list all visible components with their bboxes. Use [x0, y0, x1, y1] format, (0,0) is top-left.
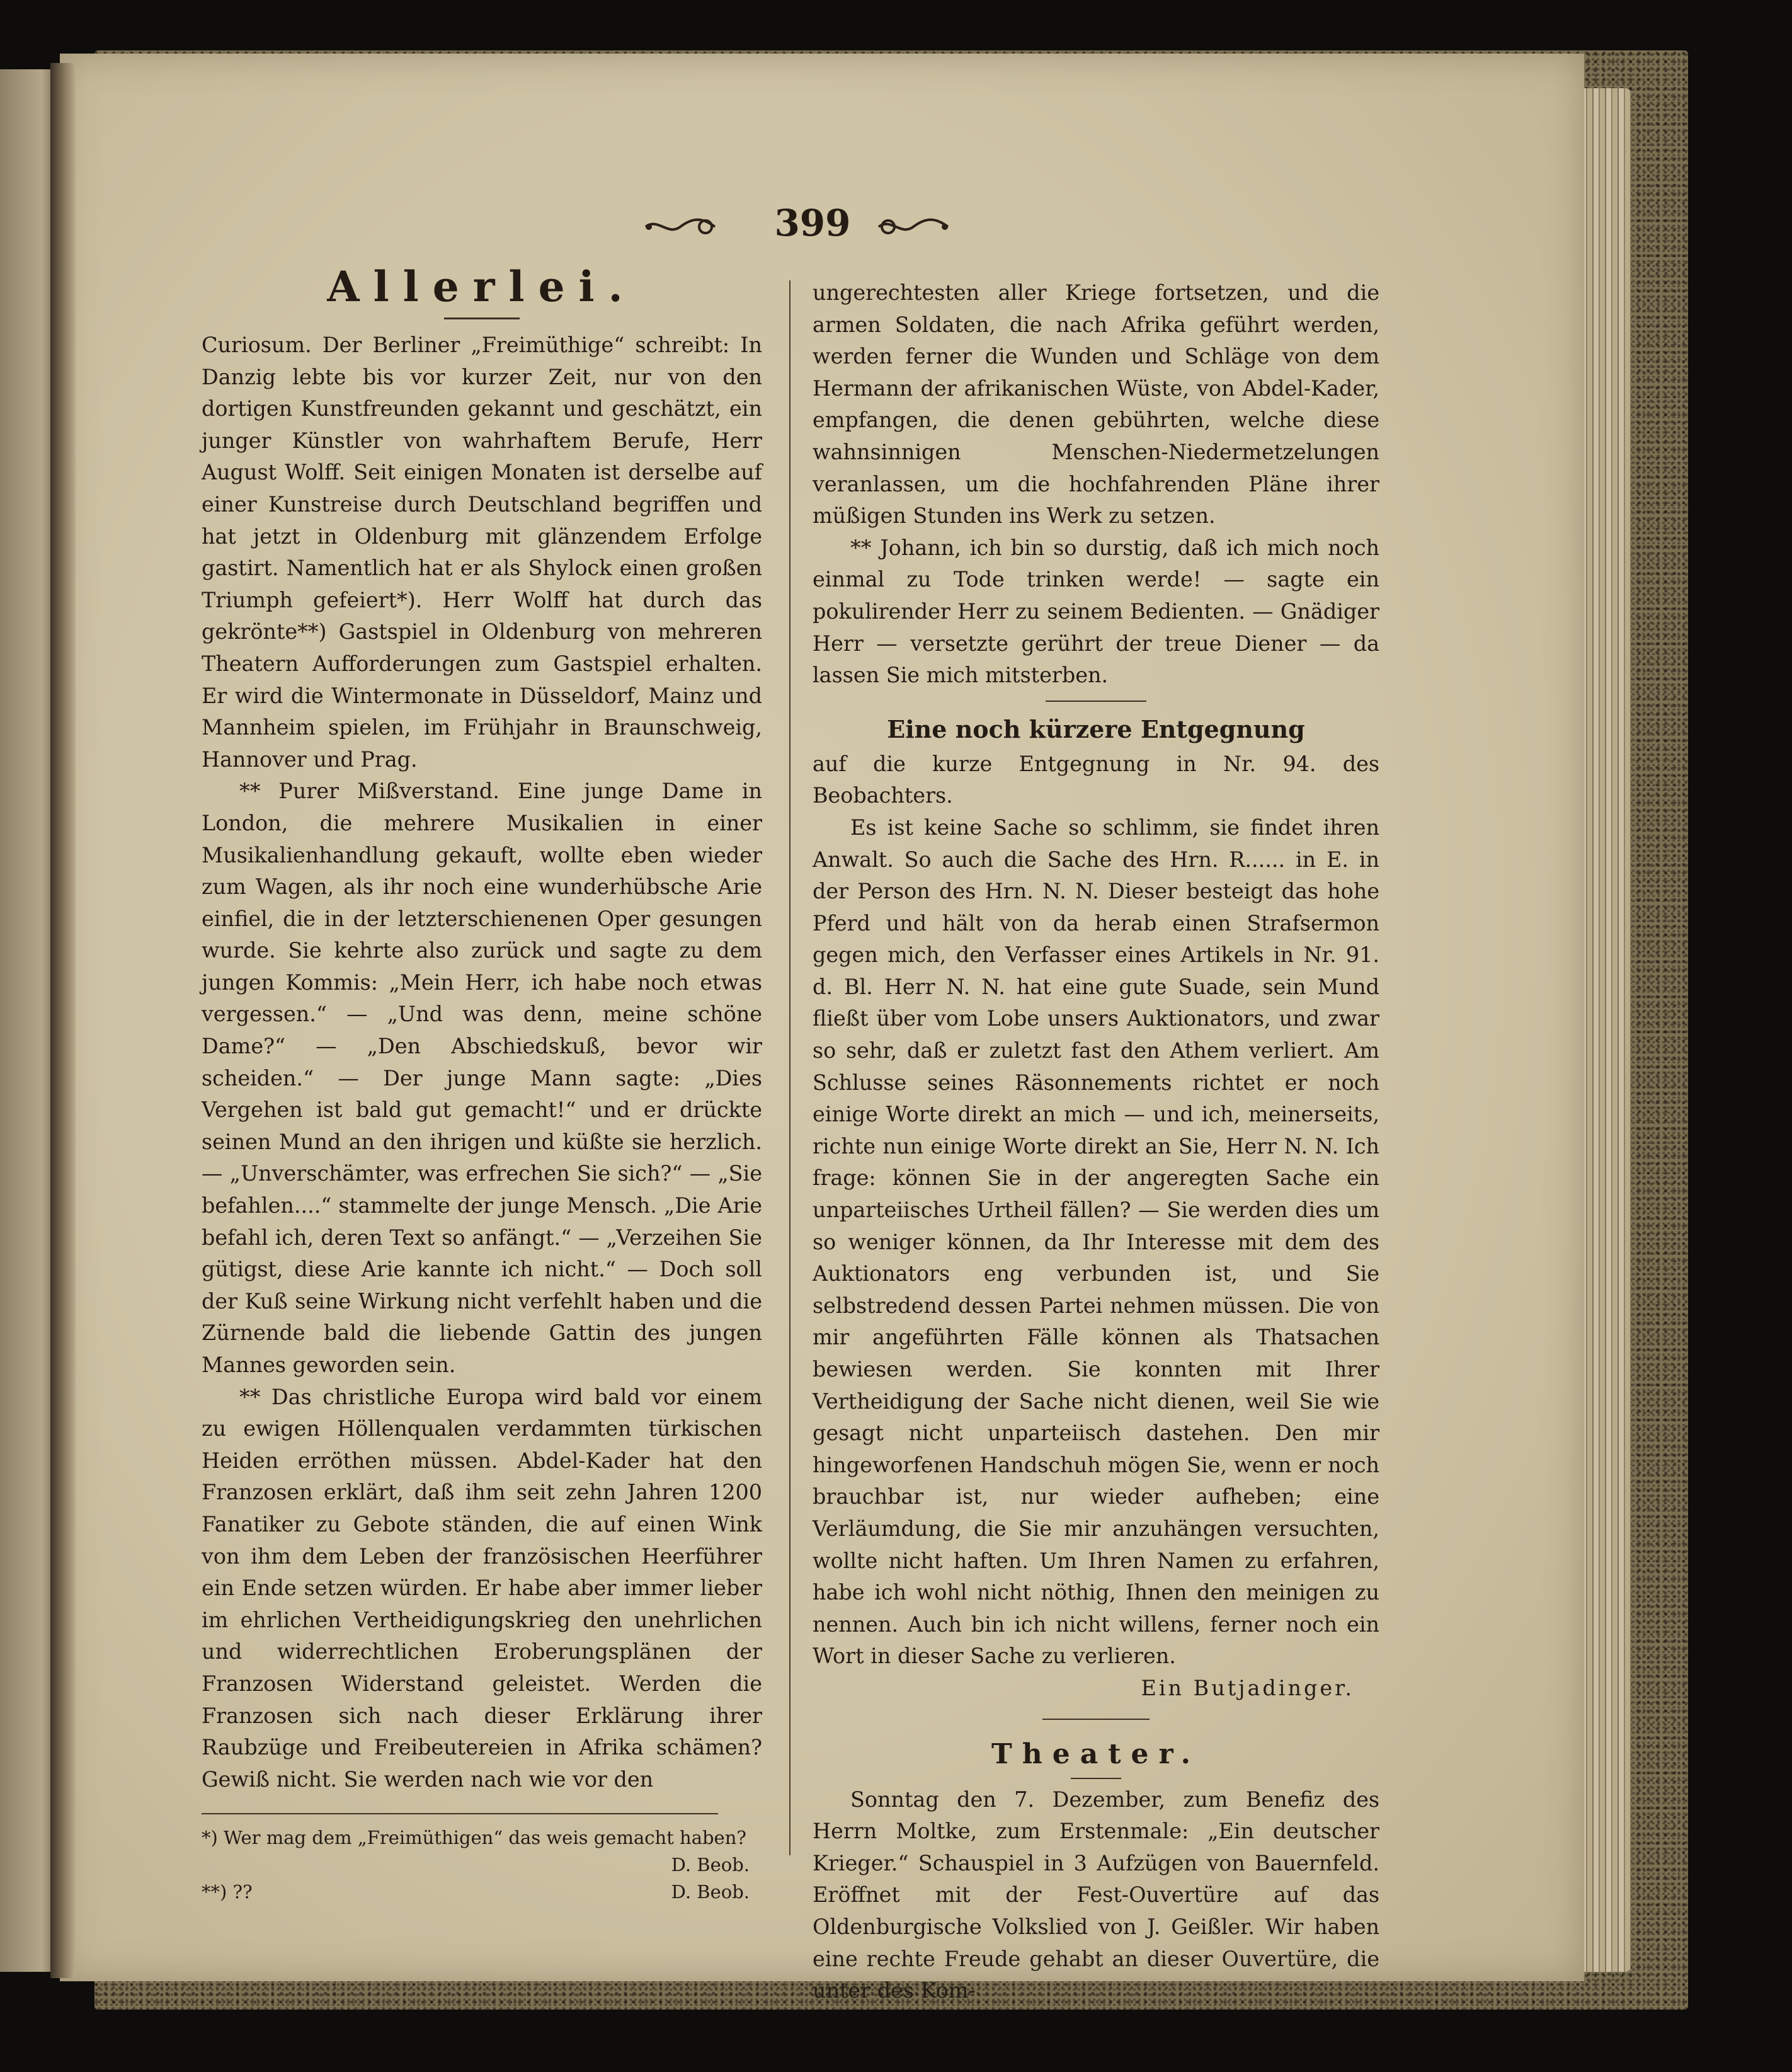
- heading-rule: [1071, 1778, 1121, 1779]
- article-paragraph: Sonntag den 7. Dezember, zum Benefiz des Herrn Moltke, zum Erstenmale: „Ein deutscher Krieger.“ Schauspiel in 3 Aufzügen von Bauernfeld. Eröffnet mit der Fest-Ouvertüre auf das Oldenburgische Volkslied von J. Geißler. Wir haben eine rechte Freude gehabt an dieser Ouvertüre, die unter des Kom-: [813, 1787, 1379, 2003]
- section-heading-theater: Theater.: [991, 1737, 1201, 1770]
- article-paragraph: ** Johann, ich bin so durstig, daß ich mich noch einmal zu Tode trinken werde! — sagte ein pokulirender Herr zu seinem Bedienten. — Gnädiger Herr — versetzte gerührt der treue Diener — da lassen Sie mich mitsterben.: [813, 535, 1379, 688]
- footnote: [202, 1824, 762, 1852]
- section-rule: [1046, 701, 1146, 702]
- ornament-left-icon: [642, 211, 718, 243]
- right-column: [813, 277, 1379, 2007]
- footnote-source-row: [202, 1852, 762, 1879]
- footnote: [202, 1879, 762, 1906]
- signature: Ein Butjadinger.: [1141, 1675, 1354, 1700]
- article-paragraph: ungerechtesten aller Kriege fortsetzen, und die armen Soldaten, die nach Afrika geführt werden, werden ferner die Wunden und Schläge von dem Hermann der afrikanischen Wüste, von Abdel-Kader, empfangen, die denen gebührten, welche diese wahnsinnigen Menschen-Niedermetzelungen veranlassen, um die hochfahrenden Pläne ihrer müßigen Stunden ins Werk zu setzen.: [813, 280, 1379, 529]
- section-heading-entgegnung: Eine noch kürzere Entgegnung: [887, 714, 1305, 743]
- article-paragraph: ** Purer Mißverstand. Eine junge Dame in London, die mehrere Musikalien in einer Musikalienhandlung gekauft, wollte eben wieder zum Wagen, als ihr noch eine wunderhübsche Arie einfiel, die in der letzterschienenen Oper gesungen wurde. Sie kehrte also zurück und sagte zu dem jungen Kommis: „Mein Herr, ich habe noch etwas vergessen.“ — „Und was denn, meine schöne Dame?“ — „Den Abschiedskuß, bevor wir scheiden.“ — Der junge Mann sagte: „Dies Vergehen ist bald gut gemacht!“ und er drückte seinen Mund an den ihrigen und küßte sie herzlich. — „Unverschämter, was erfrechen Sie sich?“ — „Sie befahlen....“ stammelte der junge Mensch. „Die Arie befahl ich, deren Text so anfängt.“ — „Verzeihen Sie gütigst, diese Arie kannte ich nicht.“ — Doch soll der Kuß seine Wirkung nicht verfehlt haben und die Zürnende bald die liebende Gattin des jungen Mannes geworden sein.: [202, 779, 762, 1377]
- section-heading-allerlei: Allerlei.: [327, 262, 637, 311]
- left-column: [202, 258, 762, 1906]
- book-gutter: [50, 63, 76, 1978]
- article-paragraph: Curiosum. Der Berliner „Freimüthige“ schreibt: In Danzig lebte bis vor kurzer Zeit, nur von den dortigen Kunstfreunden gekannt und geschätzt, ein junger Künstler von wahrhaftem Berufe, Herr August Wolff. Seit einigen Monaten ist derselbe auf einer Kunstreise durch Deutschland begriffen und hat jetzt in Oldenburg mit glänzendem Erfolge gastirt. Namentlich hat er als Shylock einen großen Triumph gefeiert*). Herr Wolff hat durch das gekrönte**) Gastspiel in Oldenburg von mehreren Theatern Aufforderungen zum Gastspiel erhalten. Er wird die Wintermonate in Düsseldorf, Mainz und Mannheim spielen, im Frühjahr in Braunschweig, Hannover und Prag.: [202, 333, 762, 772]
- footnote-source: D. Beob.: [671, 1881, 750, 1903]
- footnote-text: **) ??: [202, 1881, 253, 1903]
- section-rule: [1042, 1719, 1150, 1720]
- footnotes: [202, 1824, 762, 1906]
- footnote-text: *) Wer mag dem „Freimüthigen“ das weis gemacht haben?: [202, 1827, 746, 1849]
- article-paragraph: Es ist keine Sache so schlimm, sie findet ihren Anwalt. So auch die Sache des Hrn. R...... in E. in der Person des Hrn. N. N. Dieser besteigt das hohe Pferd und hält von da herab einen Strafsermon gegen mich, den Verfasser eines Artikels in Nr. 91. d. Bl. Herr N. N. hat eine gute Suade, sein Mund fließt über vom Lobe unsers Auktionators, und zwar so sehr, daß er zuletzt fast den Athem verliert. Am Schlusse seines Räsonnements richtet er noch einige Worte direkt an mich — und ich, meinerseits, richte nun einige Worte direkt an Sie, Herr N. N. Ich frage: können Sie in der angeregten Sache ein unparteiisches Urtheil fällen? — Sie werden dies um so weniger können, da Ihr Interesse mit dem des Auktionators eng verbunden ist, und Sie selbstredend dessen Partei nehmen müssen. Die von mir angeführten Fälle können als Thatsachen bewiesen werden. Sie konnten mit Ihrer Vertheidigung der Sache nicht dienen, weil Sie wie gesagt nicht unparteiisch dastehen. Den mir hingeworfenen Handschuh mögen Sie, wenn er noch brauchbar ist, nur wieder aufheben; eine Verläumdung, die Sie mir anzuhängen versuchten, wollte nicht haften. Um Ihren Namen zu erfahren, habe ich wohl nicht nöthig, Ihnen den meinigen zu nennen. Auch bin ich nicht willens, ferner noch ein Wort in dieser Sache zu verlieren.: [813, 815, 1379, 1669]
- heading-rule: [444, 318, 520, 319]
- footnote-source: D. Beob.: [671, 1854, 750, 1876]
- column-divider: [789, 280, 790, 1855]
- section-subheading: auf die kurze Entgegnung in Nr. 94. des Beobachters.: [813, 751, 1379, 808]
- footnote-rule: [202, 1813, 718, 1814]
- page-number: 399: [774, 202, 851, 244]
- article-paragraph: ** Das christliche Europa wird bald vor einem zu ewigen Höllenqualen verdammten türkischen Heiden erröthen müssen. Abdel-Kader hat den Franzosen erklärt, daß ihm seit zehn Jahren 1200 Fanatiker zu Gebote ständen, die auf einen Wink von ihm dem Leben der französischen Heerführer ein Ende setzen würden. Er habe aber immer lieber im ehrlichen Vertheidigungskrieg den unehrlichen und widerrechtlichen Eroberungsplänen der Franzosen Widerstand geleistet. Werden die Franzosen sich nach dieser Erklärung ihrer Raubzüge und Freibeutereien in Afrika schämen? Gewiß nicht. Sie werden nach wie vor den: [202, 1384, 762, 1792]
- ornament-right-icon: [876, 211, 951, 243]
